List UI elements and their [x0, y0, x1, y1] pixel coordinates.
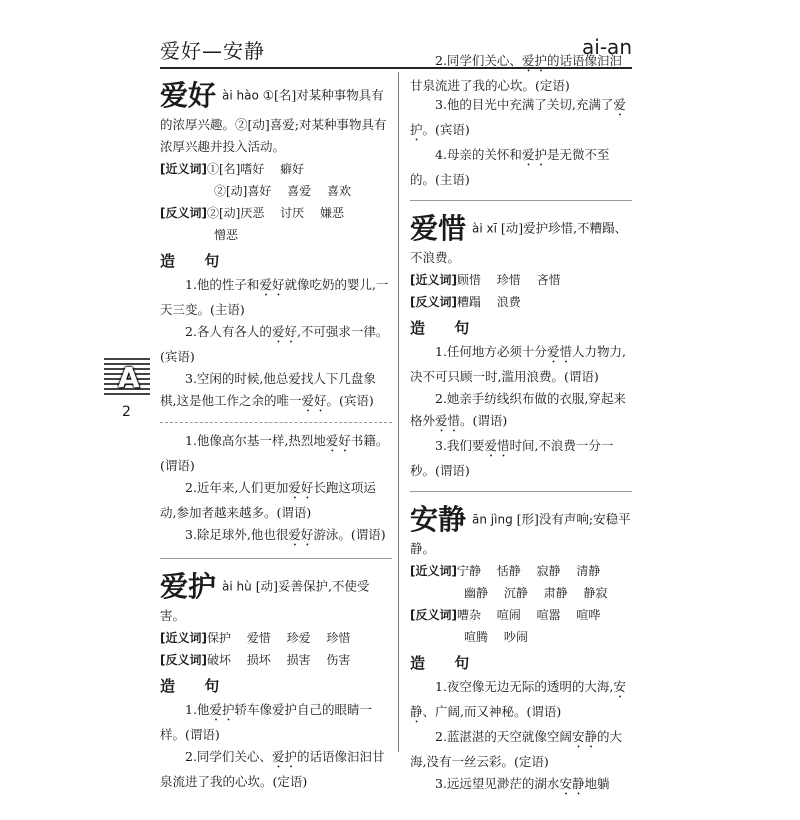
example-sentence: 2.近年来,人们更加爱好长跑这项运动,参加者越来越多。(谓语): [160, 480, 376, 520]
header-range: ai-an: [582, 35, 632, 59]
antonym-row: [反义词]糟蹋 浪费: [410, 295, 521, 309]
entry-aixi: [410, 211, 632, 482]
headword: 安静: [410, 503, 467, 536]
example-heading: 造 句: [160, 252, 232, 270]
example-sentence: 2.各人有各人的爱好,不可强求一律。(宾语): [160, 324, 389, 364]
example-heading: 造 句: [410, 319, 482, 337]
entry-anjing: [410, 502, 632, 798]
pinyin: ài xī: [472, 221, 497, 236]
headword: 爱惜: [410, 212, 467, 245]
example-heading: 造 句: [410, 654, 482, 672]
synonym-row-continued: 幽静 沉静 肃静 静寂: [464, 586, 608, 600]
headword: 爱好: [160, 79, 217, 112]
example-sentence: 1.他像高尔基一样,热烈地爱好书籍。(谓语): [160, 433, 389, 473]
example-sentence: 1.夜空像无边无际的透明的大海,安静、广阔,而又神秘。(谓语): [410, 679, 626, 719]
example-sentence: 3.空闲的时候,他总爱找人下几盘象棋,这是他工作之余的唯一爱好。(宾语): [160, 371, 376, 408]
entry-divider: [160, 558, 392, 559]
example-sentence: 3.除足球外,他也很爱好游泳。(谓语): [185, 527, 386, 542]
definition-text: [动]妥善保护,不使受害。: [160, 578, 370, 623]
left-column: [160, 72, 392, 789]
entry-definition: [160, 78, 392, 158]
column-divider: [398, 72, 399, 752]
synonym-row: [近义词]保护 爱惜 珍爱 珍惜: [160, 631, 351, 645]
synonym-row: [近义词]宁静 恬静 寂静 清静: [410, 564, 601, 578]
antonym-row: [反义词]②[动]厌恶 讨厌 嫌恶: [160, 206, 344, 220]
entry-aihu: [160, 569, 392, 789]
antonym-row: [反义词]嘈杂 喧闹 喧嚣 喧哗: [410, 608, 601, 622]
entry-divider: [410, 491, 632, 492]
example-heading: 造 句: [160, 677, 232, 695]
synonym-row: [近义词]①[名]嗜好 癖好: [160, 162, 305, 176]
section-tab-letter: A: [118, 361, 140, 394]
antonym-tag: [反义词]: [410, 608, 457, 622]
entry-definition: [160, 569, 392, 627]
example-sentence: 1.他爱护轿车像爱护自己的眼睛一样。(谓语): [160, 702, 372, 742]
definition-text: ①[名]对某种事物具有的浓厚兴趣。②[动]喜爱;对某种事物具有浓厚兴趣并投入活动。: [160, 87, 387, 154]
example-sentence: 2.她亲手纺线织布做的衣服,穿起来格外爱惜。(谓语): [410, 391, 626, 428]
right-column: [410, 53, 632, 798]
antonym-tag: [反义词]: [160, 653, 207, 667]
entry-definition: [410, 502, 632, 560]
dashed-divider: [160, 422, 392, 423]
synonym-tag: [近义词]: [160, 162, 207, 176]
antonym-tag: [反义词]: [410, 295, 457, 309]
example-sentence: 2.蓝湛湛的天空就像空阔安静的大海,没有一丝云彩。(定语): [410, 729, 622, 769]
antonym-row-continued: 喧腾 吵闹: [464, 630, 528, 644]
example-sentence: 3.他的目光中充满了关切,充满了爱护。(宾语): [410, 97, 626, 137]
entry-aihu-continued: [410, 50, 632, 94]
pinyin: ài hào: [222, 88, 259, 103]
entry-divider: [410, 200, 632, 201]
entry-definition: [410, 211, 632, 269]
antonym-row-continued: 憎恶: [214, 228, 239, 242]
example-sentence: 3.远远望见渺茫的湖水安静地躺: [435, 776, 610, 791]
synonym-tag: [近义词]: [410, 273, 457, 287]
header-title: 爱好—安静: [160, 39, 265, 63]
synonym-row-continued: ②[动]喜好 喜爱 喜欢: [214, 184, 351, 198]
section-tab: [104, 356, 150, 396]
headword: 爱护: [160, 570, 217, 603]
pinyin: ài hù: [222, 579, 252, 594]
entry-aihao: [160, 78, 392, 549]
antonym-tag: [反义词]: [160, 206, 207, 220]
example-sentence: 1.任何地方必须十分爱惜人力物力,决不可只顾一时,滥用浪费。(谓语): [410, 344, 626, 384]
synonym-tag: [近义词]: [160, 631, 207, 645]
definition-text: [形]没有声响;安稳平静。: [410, 511, 631, 556]
example-sentence-start: 2.同学们关心、爱护的话语像汩汩甘泉流进了我的心坎。(定语): [160, 749, 385, 789]
example-sentence-continued: 2.同学们关心、爱护的话语像汩汩甘泉流进了我的心坎。(定语): [410, 53, 622, 93]
synonym-tag: [近义词]: [410, 564, 457, 578]
pinyin: ān jìng: [472, 512, 513, 527]
example-sentence: 1.他的性子和爱好就像吃奶的婴儿,一天三变。(主语): [160, 277, 389, 317]
antonym-row: [反义词]破坏 损坏 损害 伤害: [160, 653, 351, 667]
definition-text: [动]爱护珍惜,不糟蹋、不浪费。: [410, 220, 628, 265]
page-number: 2: [122, 404, 131, 420]
example-sentence: 3.我们要爱惜时间,不浪费一分一秒。(谓语): [410, 438, 614, 478]
synonym-row: [近义词]顾惜 珍惜 吝惜: [410, 273, 561, 287]
example-sentence: 4.母亲的关怀和爱护是无微不至的。(主语): [410, 147, 610, 187]
